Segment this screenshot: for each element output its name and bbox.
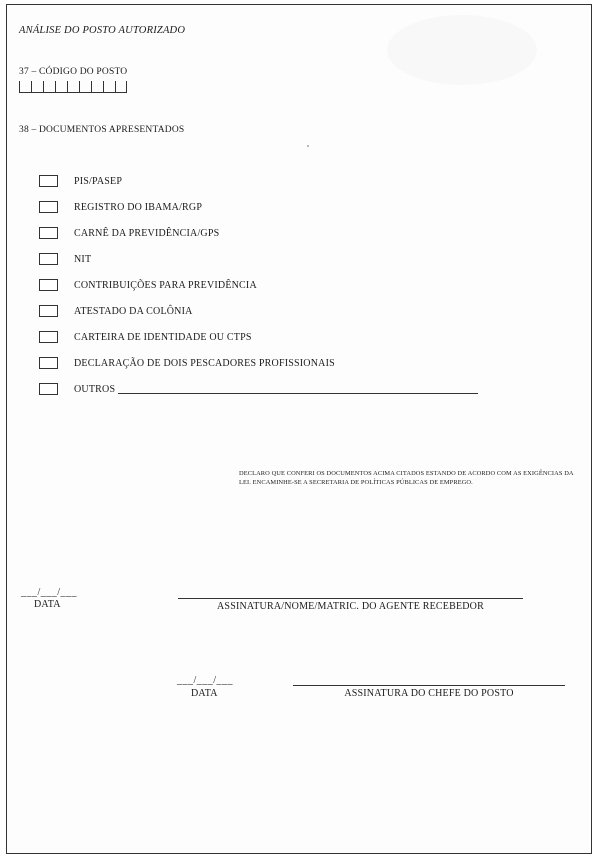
declaration-text: DECLARO QUE CONFERI OS DOCUMENTOS ACIMA CITADOS ESTANDO DE ACORDO COM AS EXIGÊNCIAS DA LEI. ENCAMINHE-SE A SECRETARIA DE POLÍTICAS PÚBLICAS DE EMPREGO. bbox=[239, 470, 574, 486]
form-page bbox=[6, 4, 592, 854]
doc-item-outros[interactable] bbox=[39, 382, 478, 396]
code-digit-box[interactable] bbox=[103, 81, 115, 92]
doc-item-carne-previdencia[interactable] bbox=[39, 226, 219, 240]
code-digit-box[interactable] bbox=[43, 81, 55, 92]
code-digit-box[interactable] bbox=[115, 81, 127, 92]
doc-checkbox[interactable] bbox=[39, 175, 58, 187]
doc-item-nit[interactable] bbox=[39, 252, 91, 266]
doc-item-pis-pasep[interactable] bbox=[39, 174, 122, 188]
doc-checkbox[interactable] bbox=[39, 227, 58, 239]
doc-item-atestado-colonia[interactable] bbox=[39, 304, 193, 318]
code-digit-box[interactable] bbox=[91, 81, 103, 92]
chief-date-label: DATA bbox=[191, 688, 218, 699]
doc-item-declaracao-pescadores[interactable] bbox=[39, 356, 335, 370]
agent-date-label: DATA bbox=[34, 599, 61, 610]
doc-item-ibama-rgp[interactable] bbox=[39, 200, 202, 214]
doc-item-contribuicoes[interactable] bbox=[39, 278, 257, 292]
agent-signature-line[interactable] bbox=[178, 598, 523, 599]
code-digit-box[interactable] bbox=[55, 81, 67, 92]
chief-signature-line[interactable] bbox=[293, 685, 565, 686]
form-title: ANÁLISE DO POSTO AUTORIZADO bbox=[19, 25, 186, 36]
agent-date-blank[interactable]: ___/___/___ bbox=[21, 587, 78, 598]
code-digit-box[interactable] bbox=[19, 81, 31, 92]
doc-checkbox[interactable] bbox=[39, 383, 58, 395]
code-digit-box[interactable] bbox=[31, 81, 43, 92]
station-code-label: 37 – CÓDIGO DO POSTO bbox=[19, 67, 128, 77]
doc-checkbox[interactable] bbox=[39, 305, 58, 317]
code-digit-box[interactable] bbox=[67, 81, 79, 92]
doc-label: OUTROS bbox=[74, 383, 116, 395]
documents-section-label: 38 – DOCUMENTOS APRESENTADOS bbox=[19, 125, 185, 135]
station-code-boxes[interactable] bbox=[19, 81, 127, 93]
doc-label: NIT bbox=[74, 253, 92, 265]
doc-item-identidade-ctps[interactable] bbox=[39, 330, 252, 344]
outros-fill-line[interactable] bbox=[118, 384, 478, 394]
doc-label: REGISTRO DO IBAMA/RGP bbox=[74, 201, 203, 213]
doc-checkbox[interactable] bbox=[39, 331, 58, 343]
doc-checkbox[interactable] bbox=[39, 279, 58, 291]
doc-label: PIS/PASEP bbox=[74, 175, 123, 187]
doc-label: CARTEIRA DE IDENTIDADE OU CTPS bbox=[74, 331, 252, 343]
chief-signature-label: ASSINATURA DO CHEFE DO POSTO bbox=[344, 688, 514, 699]
doc-label: ATESTADO DA COLÔNIA bbox=[74, 305, 193, 317]
chief-date-blank[interactable]: ___/___/___ bbox=[177, 675, 234, 686]
agent-signature-label: ASSINATURA/NOME/MATRIC. DO AGENTE RECEBEDOR bbox=[217, 601, 484, 612]
doc-label: CONTRIBUIÇÕES PARA PREVIDÊNCIA bbox=[74, 279, 257, 291]
doc-label: DECLARAÇÃO DE DOIS PESCADORES PROFISSIONAIS bbox=[74, 357, 335, 369]
doc-checkbox[interactable] bbox=[39, 253, 58, 265]
doc-label: CARNÊ DA PREVIDÊNCIA/GPS bbox=[74, 227, 220, 239]
code-digit-box[interactable] bbox=[79, 81, 91, 92]
doc-checkbox[interactable] bbox=[39, 357, 58, 369]
doc-checkbox[interactable] bbox=[39, 201, 58, 213]
